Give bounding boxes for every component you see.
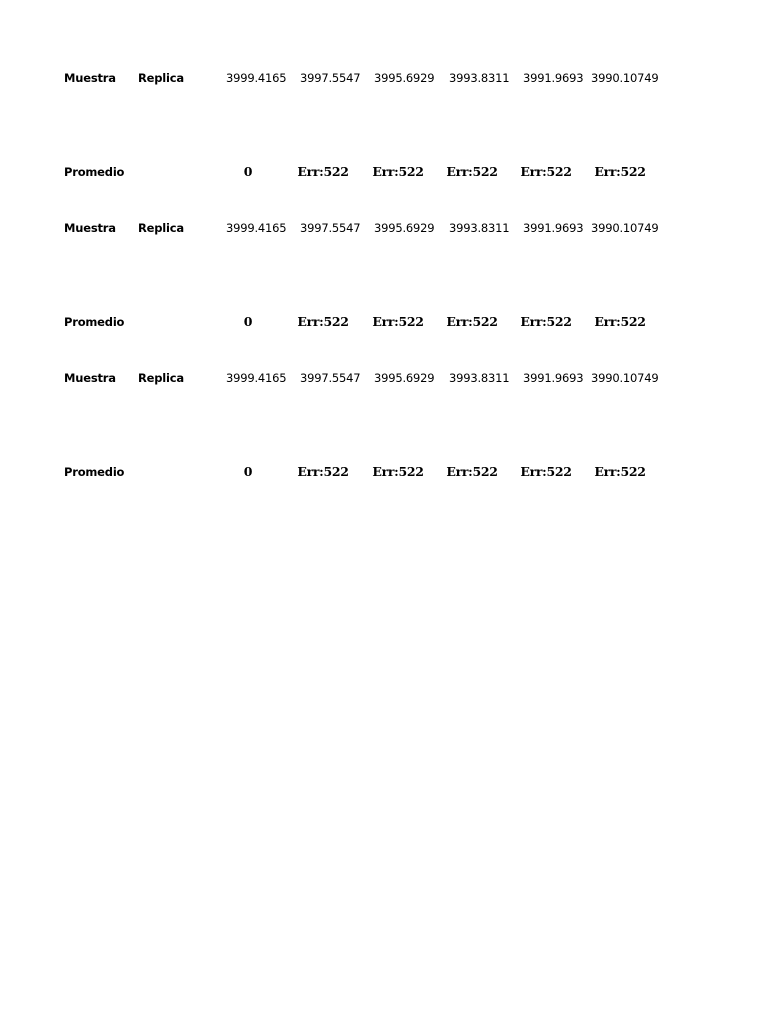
replica-label: Replica: [138, 71, 184, 85]
muestra-label: Muestra: [64, 71, 116, 85]
promedio-value-1: 0: [243, 464, 253, 479]
muestra-value-3: 3995.6929: [374, 71, 435, 85]
muestra-value-4: 3993.8311: [449, 221, 510, 235]
muestra-value-4: 3993.8311: [449, 371, 510, 385]
data-block-1: [0, 68, 768, 188]
muestra-value-2: 3997.5547: [300, 371, 361, 385]
promedio-value-4: Err:522: [446, 164, 498, 179]
promedio-value-3: Err:522: [372, 464, 424, 479]
promedio-value-3: Err:522: [372, 314, 424, 329]
replica-label: Replica: [138, 371, 184, 385]
promedio-value-4: Err:522: [446, 314, 498, 329]
promedio-row: [0, 462, 768, 482]
promedio-row: [0, 162, 768, 182]
muestra-value-5: 3991.9693: [523, 71, 584, 85]
promedio-value-2: Err:522: [297, 464, 349, 479]
muestra-row: [0, 68, 768, 88]
muestra-value-1: 3999.4165: [226, 371, 287, 385]
promedio-value-1: 0: [243, 314, 253, 329]
promedio-label: Promedio: [64, 165, 125, 179]
muestra-value-6: 3990.10749: [591, 71, 659, 85]
data-block-2: [0, 218, 768, 338]
promedio-value-6: Err:522: [594, 464, 646, 479]
muestra-value-5: 3991.9693: [523, 371, 584, 385]
muestra-value-5: 3991.9693: [523, 221, 584, 235]
promedio-value-2: Err:522: [297, 314, 349, 329]
promedio-value-5: Err:522: [520, 314, 572, 329]
muestra-value-1: 3999.4165: [226, 71, 287, 85]
promedio-label: Promedio: [64, 315, 125, 329]
promedio-value-6: Err:522: [594, 314, 646, 329]
promedio-value-5: Err:522: [520, 464, 572, 479]
promedio-label: Promedio: [64, 465, 125, 479]
promedio-value-6: Err:522: [594, 164, 646, 179]
muestra-label: Muestra: [64, 371, 116, 385]
promedio-value-2: Err:522: [297, 164, 349, 179]
promedio-value-5: Err:522: [520, 164, 572, 179]
promedio-value-3: Err:522: [372, 164, 424, 179]
promedio-value-1: 0: [243, 164, 253, 179]
muestra-value-2: 3997.5547: [300, 71, 361, 85]
muestra-value-6: 3990.10749: [591, 221, 659, 235]
promedio-value-4: Err:522: [446, 464, 498, 479]
muestra-label: Muestra: [64, 221, 116, 235]
muestra-row: [0, 368, 768, 388]
muestra-value-6: 3990.10749: [591, 371, 659, 385]
promedio-row: [0, 312, 768, 332]
muestra-value-3: 3995.6929: [374, 371, 435, 385]
muestra-value-2: 3997.5547: [300, 221, 361, 235]
muestra-row: [0, 218, 768, 238]
muestra-value-1: 3999.4165: [226, 221, 287, 235]
muestra-value-4: 3993.8311: [449, 71, 510, 85]
data-block-3: [0, 368, 768, 488]
replica-label: Replica: [138, 221, 184, 235]
muestra-value-3: 3995.6929: [374, 221, 435, 235]
